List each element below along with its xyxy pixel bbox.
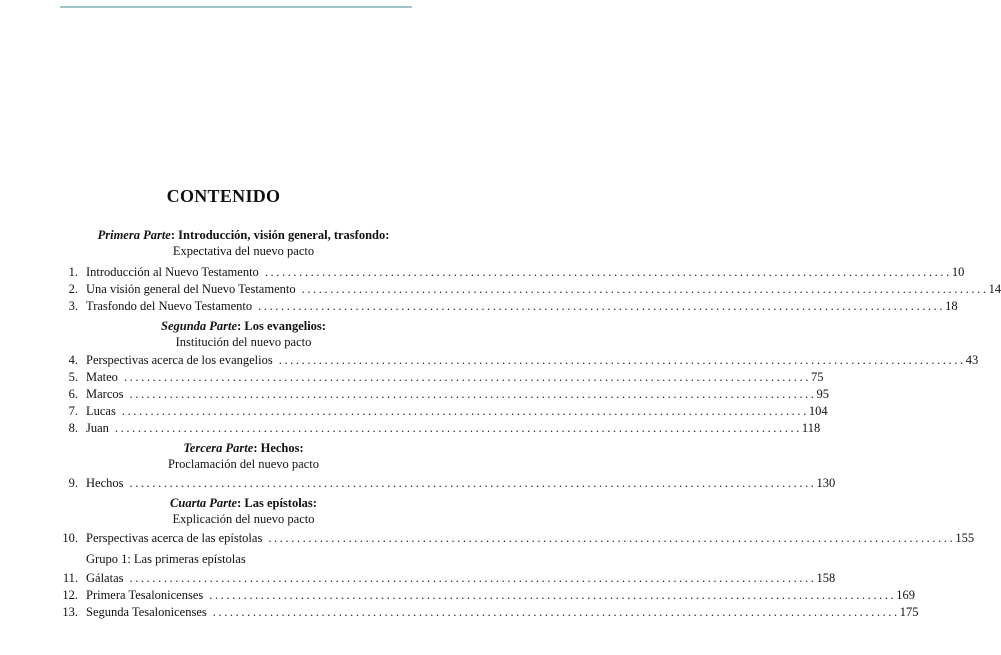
entry-number: 7. — [68, 404, 78, 418]
part-label: Tercera Parte — [183, 441, 254, 455]
toc-entry[interactable] — [0, 403, 828, 419]
toc-entry[interactable] — [0, 530, 975, 546]
leader-dots: ........................................................................................................................ — [301, 282, 989, 296]
part-heading-2 — [56, 318, 431, 350]
entry-number: 1. — [68, 265, 78, 279]
entry-title: Introducción al Nuevo Testamento — [86, 265, 259, 279]
leader-dots: ........................................................................................................................ — [121, 404, 809, 418]
leader-dots: ........................................................................................................................ — [129, 571, 817, 585]
entry-title: Perspectivas acerca de las epístolas — [86, 531, 263, 545]
entry-page: 130 — [816, 476, 836, 490]
entry-number: 9. — [68, 476, 78, 490]
entry-page: 118 — [801, 421, 821, 435]
entry-number: 4. — [68, 353, 78, 367]
entry-title: Primera Tesalonicenses — [86, 588, 204, 602]
part-subtitle: Explicación del nuevo pacto — [172, 512, 315, 526]
entry-title: Segunda Tesalonicenses — [86, 605, 207, 619]
top-rule — [60, 6, 412, 8]
toc-entry[interactable] — [0, 386, 829, 402]
part-title: : Introducción, visión general, trasfondo: — [170, 228, 390, 242]
toc-entry[interactable] — [0, 587, 916, 603]
entry-title: Gálatas — [86, 571, 124, 585]
leader-dots: ........................................................................................................................ — [129, 387, 817, 401]
entry-title: Una visión general del Nuevo Testamento — [86, 282, 296, 296]
entry-title: Marcos — [86, 387, 124, 401]
toc-entry[interactable] — [0, 475, 836, 491]
part-label: Segunda Parte — [161, 319, 238, 333]
part-label: Cuarta Parte — [170, 496, 238, 510]
part-heading-3 — [56, 440, 431, 472]
entry-page: 175 — [899, 605, 919, 619]
entry-number: 11. — [62, 571, 78, 585]
entry-number: 10. — [62, 531, 78, 545]
part-title: : Las epístolas: — [237, 496, 317, 510]
entry-page: 14 — [988, 282, 1001, 296]
toc-entry[interactable] — [0, 420, 821, 436]
entry-page: 10 — [951, 265, 965, 279]
toc-entry[interactable] — [0, 604, 919, 620]
entry-page: 158 — [816, 571, 836, 585]
part-subtitle: Institución del nuevo pacto — [175, 335, 312, 349]
group-heading: Grupo 1: Las primeras epístolas — [86, 552, 246, 566]
part-heading-4 — [56, 495, 431, 527]
entry-page: 104 — [808, 404, 828, 418]
toc-entry[interactable] — [0, 281, 1001, 297]
entry-number: 13. — [62, 605, 78, 619]
entry-page: 95 — [816, 387, 829, 401]
leader-dots: ........................................................................................................................ — [123, 370, 811, 384]
toc-entry[interactable] — [0, 369, 824, 385]
leader-dots: ........................................................................................................................ — [258, 299, 946, 313]
part-subtitle: Proclamación del nuevo pacto — [168, 457, 319, 471]
entry-title: Juan — [86, 421, 109, 435]
part-label: Primera Parte — [97, 228, 171, 242]
entry-title: Perspectivas acerca de los evangelios — [86, 353, 273, 367]
part-title: : Los evangelios: — [237, 319, 326, 333]
entry-number: 12. — [62, 588, 78, 602]
toc-entry[interactable] — [0, 570, 836, 586]
leader-dots: ........................................................................................................................ — [114, 421, 802, 435]
part-heading-1 — [56, 227, 431, 259]
entry-number: 8. — [68, 421, 78, 435]
leader-dots: ........................................................................................................................ — [212, 605, 900, 619]
page-title: CONTENIDO — [166, 186, 281, 206]
part-title: : Hechos: — [253, 441, 304, 455]
entry-number: 3. — [68, 299, 78, 313]
entry-page: 43 — [965, 353, 979, 367]
leader-dots: ........................................................................................................................ — [278, 353, 966, 367]
toc-entry[interactable] — [0, 298, 958, 314]
entry-page: 18 — [945, 299, 958, 313]
entry-number: 2. — [68, 282, 78, 296]
leader-dots: ........................................................................................................................ — [129, 476, 817, 490]
entry-number: 6. — [68, 387, 78, 401]
entry-page: 155 — [955, 531, 975, 545]
leader-dots: ........................................................................................................................ — [264, 265, 952, 279]
toc-entry[interactable] — [0, 352, 979, 368]
entry-title: Mateo — [86, 370, 118, 384]
entry-page: 75 — [810, 370, 824, 384]
entry-title: Hechos — [86, 476, 124, 490]
leader-dots: ........................................................................................................................ — [209, 588, 897, 602]
entry-title: Trasfondo del Nuevo Testamento — [86, 299, 253, 313]
toc-entry[interactable] — [0, 264, 965, 280]
entry-title: Lucas — [86, 404, 116, 418]
entry-page: 169 — [896, 588, 916, 602]
leader-dots: ........................................................................................................................ — [268, 531, 956, 545]
part-subtitle: Expectativa del nuevo pacto — [172, 244, 315, 258]
entry-number: 5. — [68, 370, 78, 384]
